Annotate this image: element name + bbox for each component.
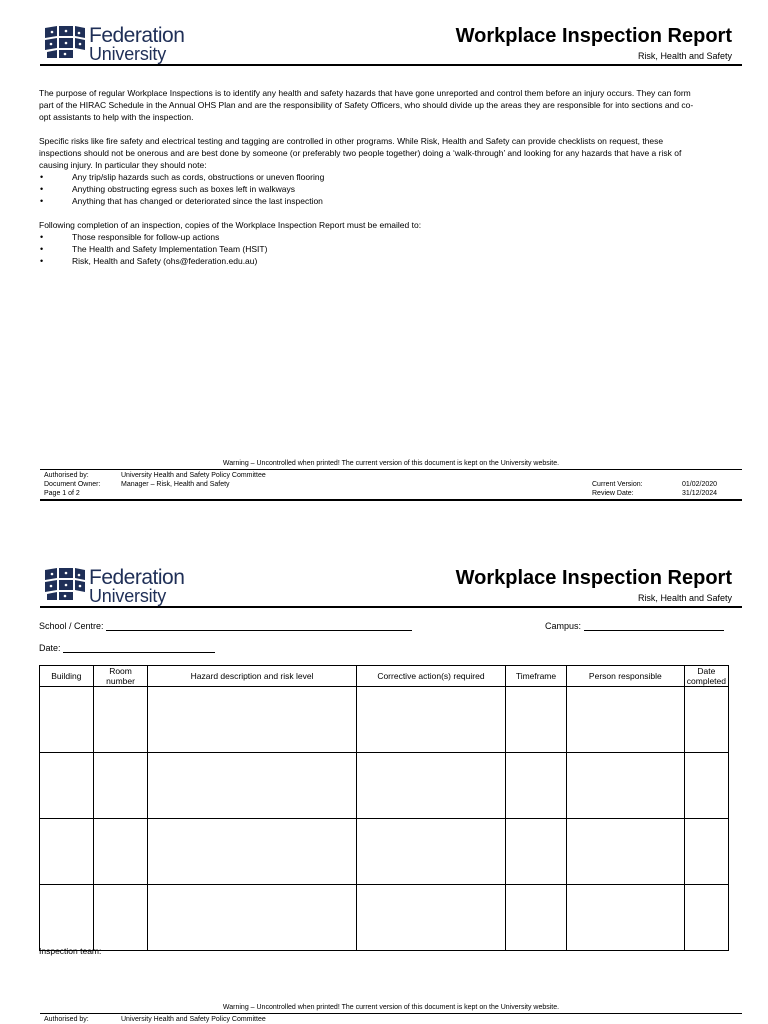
table-cell[interactable] xyxy=(40,819,94,885)
col-person-responsible: Person responsible xyxy=(566,666,684,687)
list-item: • Anything obstructing egress such as boxes left in walkways xyxy=(39,183,699,195)
document-control-footer xyxy=(40,1015,742,1024)
date-field[interactable] xyxy=(39,643,215,653)
footer-rule-top xyxy=(40,469,742,470)
recipient-list xyxy=(39,231,699,267)
table-cell[interactable] xyxy=(93,885,148,951)
logo-text-line2: University xyxy=(89,44,167,64)
table-cell[interactable] xyxy=(356,819,505,885)
table-cell[interactable] xyxy=(506,819,567,885)
logo-text-line1: Federation xyxy=(89,24,185,47)
table-row xyxy=(40,687,729,753)
footer-rule-bottom xyxy=(40,499,742,501)
document-control-footer xyxy=(40,471,742,498)
table-cell[interactable] xyxy=(93,819,148,885)
table-cell[interactable] xyxy=(93,753,148,819)
footer-rule-top xyxy=(40,1013,742,1014)
list-item: • The Health and Safety Implementation Team (HSIT) xyxy=(39,243,699,255)
intro-paragraph-3: Following completion of an inspection, copies of the Workplace Inspection Report must be emailed to: xyxy=(39,220,422,230)
list-item: • Any trip/slip hazards such as cords, obstructions or uneven flooring xyxy=(39,171,699,183)
table-cell[interactable] xyxy=(148,885,356,951)
review-label: Review Date: xyxy=(592,490,634,497)
table-header-row xyxy=(40,666,729,687)
version-label: Current Version: xyxy=(592,481,643,488)
table-cell[interactable] xyxy=(684,885,728,951)
table-cell[interactable] xyxy=(148,687,356,753)
col-date-completed: Date completed xyxy=(684,666,728,687)
school-label: School / Centre: xyxy=(39,621,104,631)
table-cell[interactable] xyxy=(566,687,684,753)
table-cell[interactable] xyxy=(566,753,684,819)
table-cell[interactable] xyxy=(506,885,567,951)
list-item: • Anything that has changed or deteriorated since the last inspection xyxy=(39,195,699,207)
federation-university-logo xyxy=(43,566,193,606)
table-cell[interactable] xyxy=(684,753,728,819)
federation-university-logo xyxy=(43,24,193,64)
uncontrolled-warning: Warning – Uncontrolled when printed! The current version of this document is kept on the University website. xyxy=(222,1004,560,1011)
date-input-line[interactable] xyxy=(63,643,215,653)
page-2 xyxy=(0,542,768,1024)
col-building: Building xyxy=(40,666,94,687)
table-row xyxy=(40,885,729,951)
intro-paragraph-2: Specific risks like fire safety and electrical testing and tagging are controlled in other programs. While Risk, Health and Safety can provide checklists on request, these inspections should not be onerous and are best done by someone (or preferably two people together) doing a ‘walk-through’ and looking for any hazards that have a risk of causing injury. In particular they should note: xyxy=(39,136,682,170)
logo-mark-icon xyxy=(43,24,87,60)
table-cell[interactable] xyxy=(506,687,567,753)
version-value: 01/02/2020 xyxy=(682,481,718,488)
table-cell[interactable] xyxy=(40,687,94,753)
table-row xyxy=(40,753,729,819)
header-rule xyxy=(40,606,742,608)
list-item: • Those responsible for follow-up actions xyxy=(39,231,699,243)
review-value: 31/12/2024 xyxy=(682,490,718,497)
authorised-label: Authorised by: xyxy=(44,1016,89,1023)
table-cell[interactable] xyxy=(40,753,94,819)
logo-text-line2: University xyxy=(89,586,167,606)
page-title: Workplace Inspection Report xyxy=(455,25,732,47)
table-cell[interactable] xyxy=(356,753,505,819)
table-cell[interactable] xyxy=(684,819,728,885)
inspection-table xyxy=(39,665,729,951)
authorised-value: University Health and Safety Policy Committee xyxy=(121,1016,266,1023)
campus-label: Campus: xyxy=(545,621,582,631)
table-cell[interactable] xyxy=(93,687,148,753)
school-input-line[interactable] xyxy=(106,621,412,631)
page-number: Page 1 of 2 xyxy=(44,490,80,497)
table-cell[interactable] xyxy=(506,753,567,819)
owner-value: Manager – Risk, Health and Safety xyxy=(121,481,230,488)
page-title: Workplace Inspection Report xyxy=(455,567,732,589)
school-field[interactable] xyxy=(39,621,412,631)
authorised-value: University Health and Safety Policy Committee xyxy=(121,472,266,479)
col-room-number: Room number xyxy=(93,666,148,687)
intro-body xyxy=(39,87,699,279)
list-item: • Risk, Health and Safety (ohs@federation.edu.au) xyxy=(39,255,699,267)
table-cell[interactable] xyxy=(566,885,684,951)
table-cell[interactable] xyxy=(356,885,505,951)
page-subtitle: Risk, Health and Safety xyxy=(637,51,732,61)
authorised-label: Authorised by: xyxy=(44,472,89,479)
table-cell[interactable] xyxy=(566,819,684,885)
owner-label: Document Owner: xyxy=(44,481,101,488)
col-hazard-description: Hazard description and risk level xyxy=(148,666,356,687)
intro-paragraph-1: The purpose of regular Workplace Inspections is to identify any health and safety hazards that have gone unreported and control them before an injury occurs. They can form part of the HIRAC Schedule in the Annual OHS Plan and are the responsibility of Safety Officers, who should divide up the areas they are responsible for into sections and co-opt assistants to help with the inspection. xyxy=(39,88,694,122)
header-rule xyxy=(40,64,742,66)
table-cell[interactable] xyxy=(148,753,356,819)
table-cell[interactable] xyxy=(148,819,356,885)
uncontrolled-warning: Warning – Uncontrolled when printed! The current version of this document is kept on the University website. xyxy=(222,460,560,467)
campus-input-line[interactable] xyxy=(584,621,724,631)
logo-mark-icon xyxy=(43,566,87,602)
campus-field[interactable] xyxy=(545,621,724,631)
logo-text-line1: Federation xyxy=(89,566,185,589)
table-cell[interactable] xyxy=(356,687,505,753)
table-row xyxy=(40,819,729,885)
col-timeframe: Timeframe xyxy=(506,666,567,687)
inspection-team-label: Inspection team: xyxy=(39,946,102,956)
hazard-list xyxy=(39,171,699,207)
table-cell[interactable] xyxy=(684,687,728,753)
table-cell[interactable] xyxy=(40,885,94,951)
col-corrective-actions: Corrective action(s) required xyxy=(356,666,505,687)
date-label: Date: xyxy=(39,643,61,653)
page-subtitle: Risk, Health and Safety xyxy=(637,593,732,603)
